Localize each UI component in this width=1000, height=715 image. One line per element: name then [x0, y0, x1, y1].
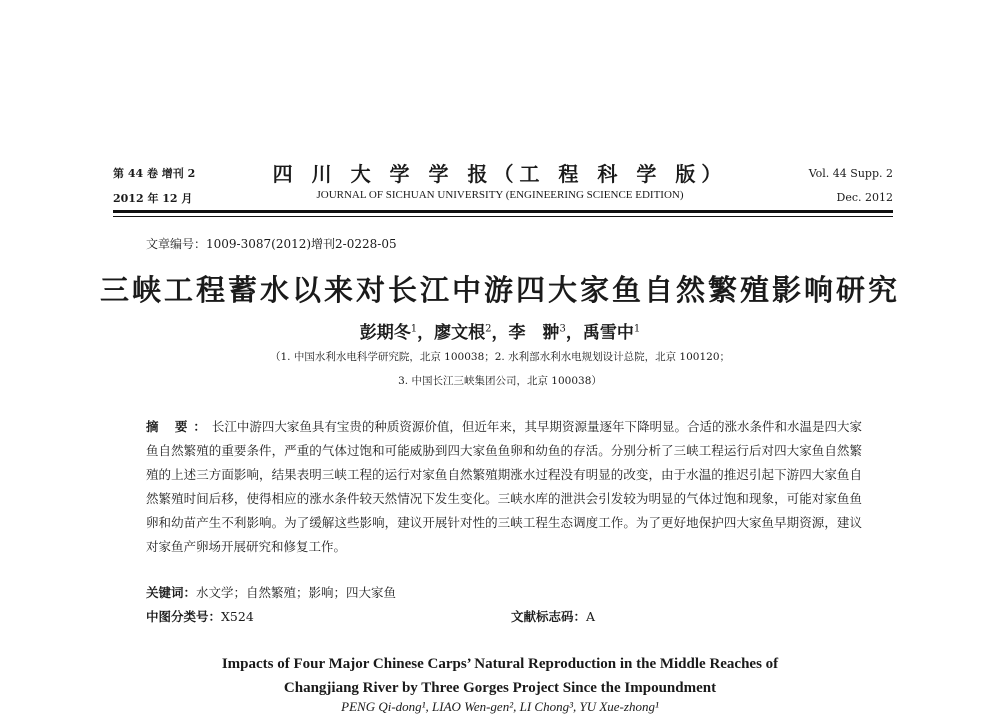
- keywords-label: 关键词：: [146, 585, 197, 600]
- clc-number: [146, 607, 254, 625]
- author-separator: ，: [565, 323, 583, 343]
- author-name: 禹雪中: [582, 323, 634, 343]
- author-list: [0, 318, 1000, 343]
- author-name: 廖文根: [434, 323, 486, 343]
- affiliation-line: 3. 中国长江三峡集团公司，北京 100038）: [398, 375, 602, 387]
- abstract-text: 长江中游四大家鱼具有宝贵的种质资源价值，但近年来，其早期资源量逐年下降明显。合适的涨水条件和水温是四大家鱼自然繁殖的重要条件，严重的气体过饱和可能威胁到四大家鱼鱼卵和幼鱼的存活。分别分析了三峡工程运行后对四大家鱼自然繁殖的上述三方面影响，结果表明三峡工程的运行对家鱼自然繁殖期涨水过程没有明显的改变，由于水温的推迟引起下游四大家鱼自然繁殖时间后移，使得相应的涨水条件较天然情况下发生变化。三峡水库的泄洪会引发较为明显的气体过饱和现象，可能对家鱼鱼卵和幼苗产生不利影响。为了缓解这些影响，建议开展针对性的三峡工程生态调度工作。为了更好地保护四大家鱼早期资源，建议对家鱼产卵场开展研究和修复工作。: [146, 419, 862, 554]
- abstract: [146, 415, 862, 559]
- clc-value: X524: [221, 609, 254, 624]
- document-code: [511, 607, 595, 625]
- author-affiliation-mark: 1: [633, 323, 641, 335]
- volume-info-en: Vol. 44 Supp. 2: [808, 167, 893, 180]
- keywords: [146, 583, 396, 601]
- abstract-label: 摘 要：: [146, 419, 212, 434]
- issue-date-en: Dec. 2012: [836, 191, 893, 204]
- author-affiliation-mark: 1: [410, 323, 418, 335]
- clc-label: 中图分类号：: [146, 609, 222, 624]
- journal-title-en: JOURNAL OF SICHUAN UNIVERSITY (ENGINEERING SCIENCE EDITION): [316, 189, 684, 201]
- doc-code-label: 文献标志码：: [511, 609, 587, 624]
- journal-title-cn: 四 川 大 学 学 报（工 程 科 学 版）: [272, 162, 728, 186]
- issue-date: 2012 年 12 月: [113, 192, 193, 205]
- paper-title-en-line1: Impacts of Four Major Chinese Carps’ Natural Reproduction in the Middle Reaches of: [221, 656, 779, 672]
- author-affiliation-mark: 3: [559, 323, 566, 335]
- paper-title-cn: 三峡工程蓄水以来对长江中游四大家鱼自然繁殖影响研究: [99, 273, 900, 307]
- doc-code-value: A: [586, 609, 596, 624]
- author-separator: ，: [417, 323, 435, 343]
- affiliation-line: （1. 中国水利水电科学研究院，北京 100038；2. 水利部水利水电规划设计总院，北京 100120；: [269, 351, 731, 363]
- author-affiliation-mark: 2: [485, 323, 492, 335]
- paper-title-en-line2: Changjiang River by Three Gorges Project Since the Impoundment: [283, 680, 717, 696]
- author-list-en: PENG Qi-dong¹, LIAO Wen-gen², LI Chong³, YU Xue-zhong¹: [341, 699, 659, 714]
- header-rule-thin: [113, 216, 893, 217]
- author-separator: ，: [491, 323, 509, 343]
- volume-info: 第 44 卷 增刊 2: [113, 167, 196, 180]
- article-number: 文章编号：1009-3087(2012)增刊2-0228-05: [146, 237, 397, 251]
- keywords-value: 水文学；自然繁殖；影响；四大家鱼: [196, 585, 397, 600]
- author-name: 彭期冬: [359, 323, 411, 343]
- author-name: 李 翀: [508, 323, 560, 343]
- header-rule-thick: [113, 210, 893, 213]
